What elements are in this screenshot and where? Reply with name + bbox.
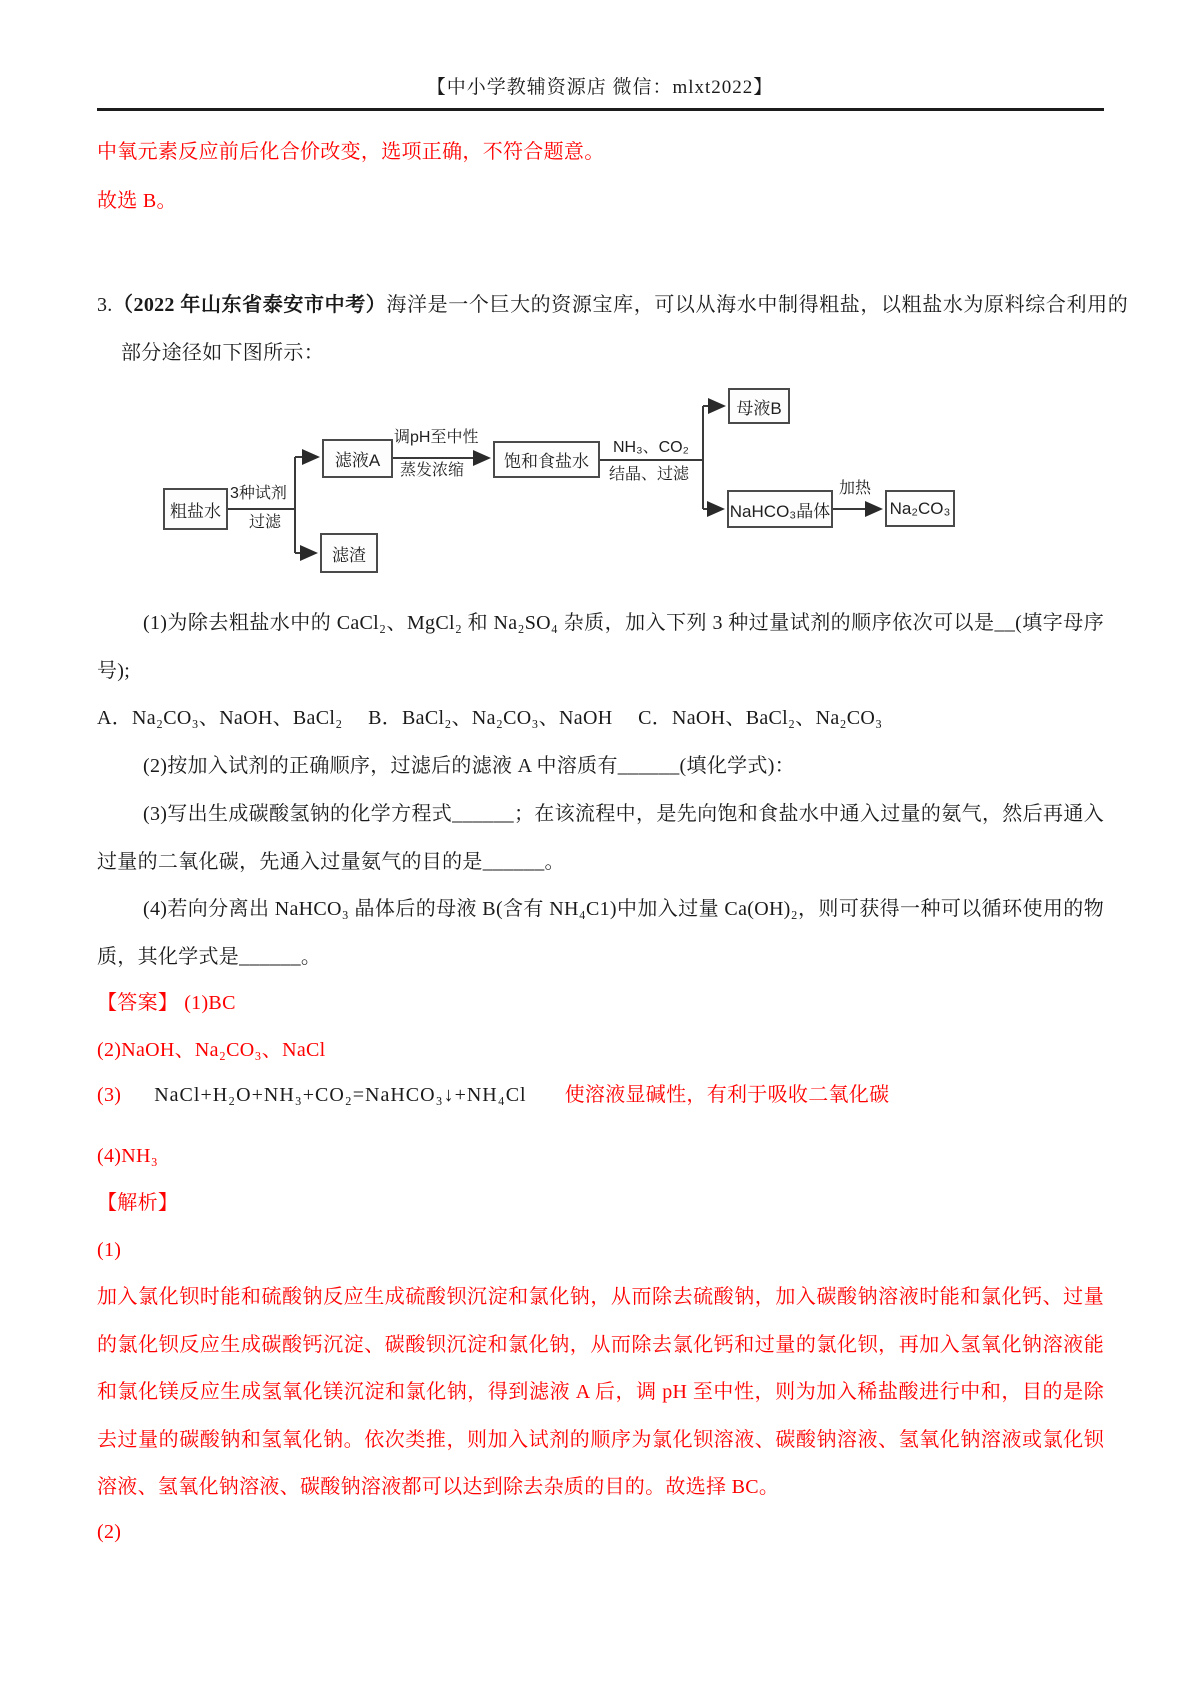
label-filter: 过滤 (249, 514, 282, 531)
label-evaporate: 蒸发浓缩 (400, 462, 465, 479)
answer-line-1 (97, 980, 1104, 1028)
label-nh3-co2: NH₃、CO₂ (613, 439, 689, 456)
part-1-text: (1)为除去粗盐水中的 CaCl₂、MgCl₂ 和 Na₂SO₄ 杂质，加入下列 3 种过量试剂的顺序依次可以是__(填字母序号); (97, 612, 1104, 682)
part-4-text: (4)若向分离出 NaHCO₃ 晶体后的母液 B(含有 NH₄C1)中加入过量 Ca(OH)₂，则可获得一种可以循环使用的物质，其化学式是______。 (97, 898, 1104, 968)
node-nahco3-crystal-box: NaHCO₃晶体 (727, 490, 833, 528)
question-number: 3. (97, 294, 113, 316)
header-divider-rule (97, 108, 1104, 111)
answer-note-line-1: 中氧元素反应前后化合价改变，选项正确，不符合题意。 (97, 141, 605, 163)
analysis-1-label: (1) (97, 1239, 122, 1261)
label-crystallize-filter: 结晶、过滤 (609, 466, 690, 483)
label-heat: 加热 (839, 480, 872, 497)
label-three-reagents: 3种试剂 (230, 485, 287, 502)
node-filtrate-a-box: 滤液A (322, 439, 393, 478)
part-3-text: (3)写出生成碳酸氢钠的化学方程式______；在该流程中，是先向饱和食盐水中通入过量的氨气，然后再通入过量的二氧化碳，先通入过量氨气的目的是______。 (97, 803, 1104, 873)
header-title: 【中小学教辅资源店 微信：mlxt2022】 (426, 77, 774, 98)
process-flowchart (145, 362, 975, 578)
node-residue-box: 滤渣 (320, 533, 378, 573)
answer-3-label: (3) (97, 1084, 122, 1106)
analysis-2-label: (2) (97, 1521, 122, 1543)
node-saturated-brine-box: 饱和食盐水 (493, 441, 600, 478)
answer-4-value: (4)NH₃ (97, 1145, 158, 1167)
answer-1-value: (1)BC (184, 992, 236, 1014)
answer-3-equation: NaCl+H₂O+NH₃+CO₂=NaHCO₃↓+NH₄Cl (154, 1084, 527, 1106)
analysis-heading: 【解析】 (97, 1192, 179, 1214)
label-adjust-ph: 调pH至中性 (394, 429, 479, 446)
answer-2-value: (2)NaOH、Na₂CO₃、NaCl (97, 1039, 326, 1061)
part-2-text: (2)按加入试剂的正确顺序，过滤后的滤液 A 中溶质有______(填化学式)： (143, 755, 795, 777)
answer-note-line-2: 故选 B。 (97, 190, 177, 212)
options-line: A．Na₂CO₃、NaOH、BaCl₂ B．BaCl₂、Na₂CO₃、NaOH C．NaOH、BaCl₂、Na₂CO₃ (97, 707, 883, 729)
answer-3-note: 使溶液显碱性，有利于吸收二氧化碳 (564, 1084, 890, 1106)
question-source: （2022 年山东省泰安市中考） (112, 294, 387, 316)
answer-3-line (97, 1072, 1104, 1120)
question-stem: 海洋是一个巨大的资源宝库，可以从海水中制得粗盐，以粗盐水为原料综合利用的部分途径如下图所示： (121, 294, 1128, 364)
node-na2co3-box: Na₂CO₃ (885, 490, 955, 527)
node-crude-brine-box: 粗盐水 (163, 488, 228, 530)
answer-heading: 【答案】 (97, 992, 179, 1014)
analysis-paragraph: 加入氯化钡时能和硫酸钠反应生成硫酸钡沉淀和氯化钠，从而除去硫酸钠，加入碳酸钠溶液时能和氯化钙、过量的氯化钡反应生成碳酸钙沉淀、碳酸钡沉淀和氯化钠，从而除去氯化钙和过量的氯化钡，再加入氢氧化钠溶液能和氯化镁反应生成氢氧化镁沉淀和氯化钠，得到滤液 A 后，调 pH 至中性，则为加入稀盐酸进行中和，目的是除去过量的碳酸钠和氢氧化钠。依次类推，则加入试剂的顺序为氯化钡溶液、碳酸钠溶液、氢氧化钠溶液或氯化钡溶液、氢氧化钠溶液、碳酸钠溶液都可以达到除去杂质的目的。故选择 BC。 (97, 1286, 1104, 1498)
node-mother-liquor-b-box: 母液B (728, 388, 790, 424)
